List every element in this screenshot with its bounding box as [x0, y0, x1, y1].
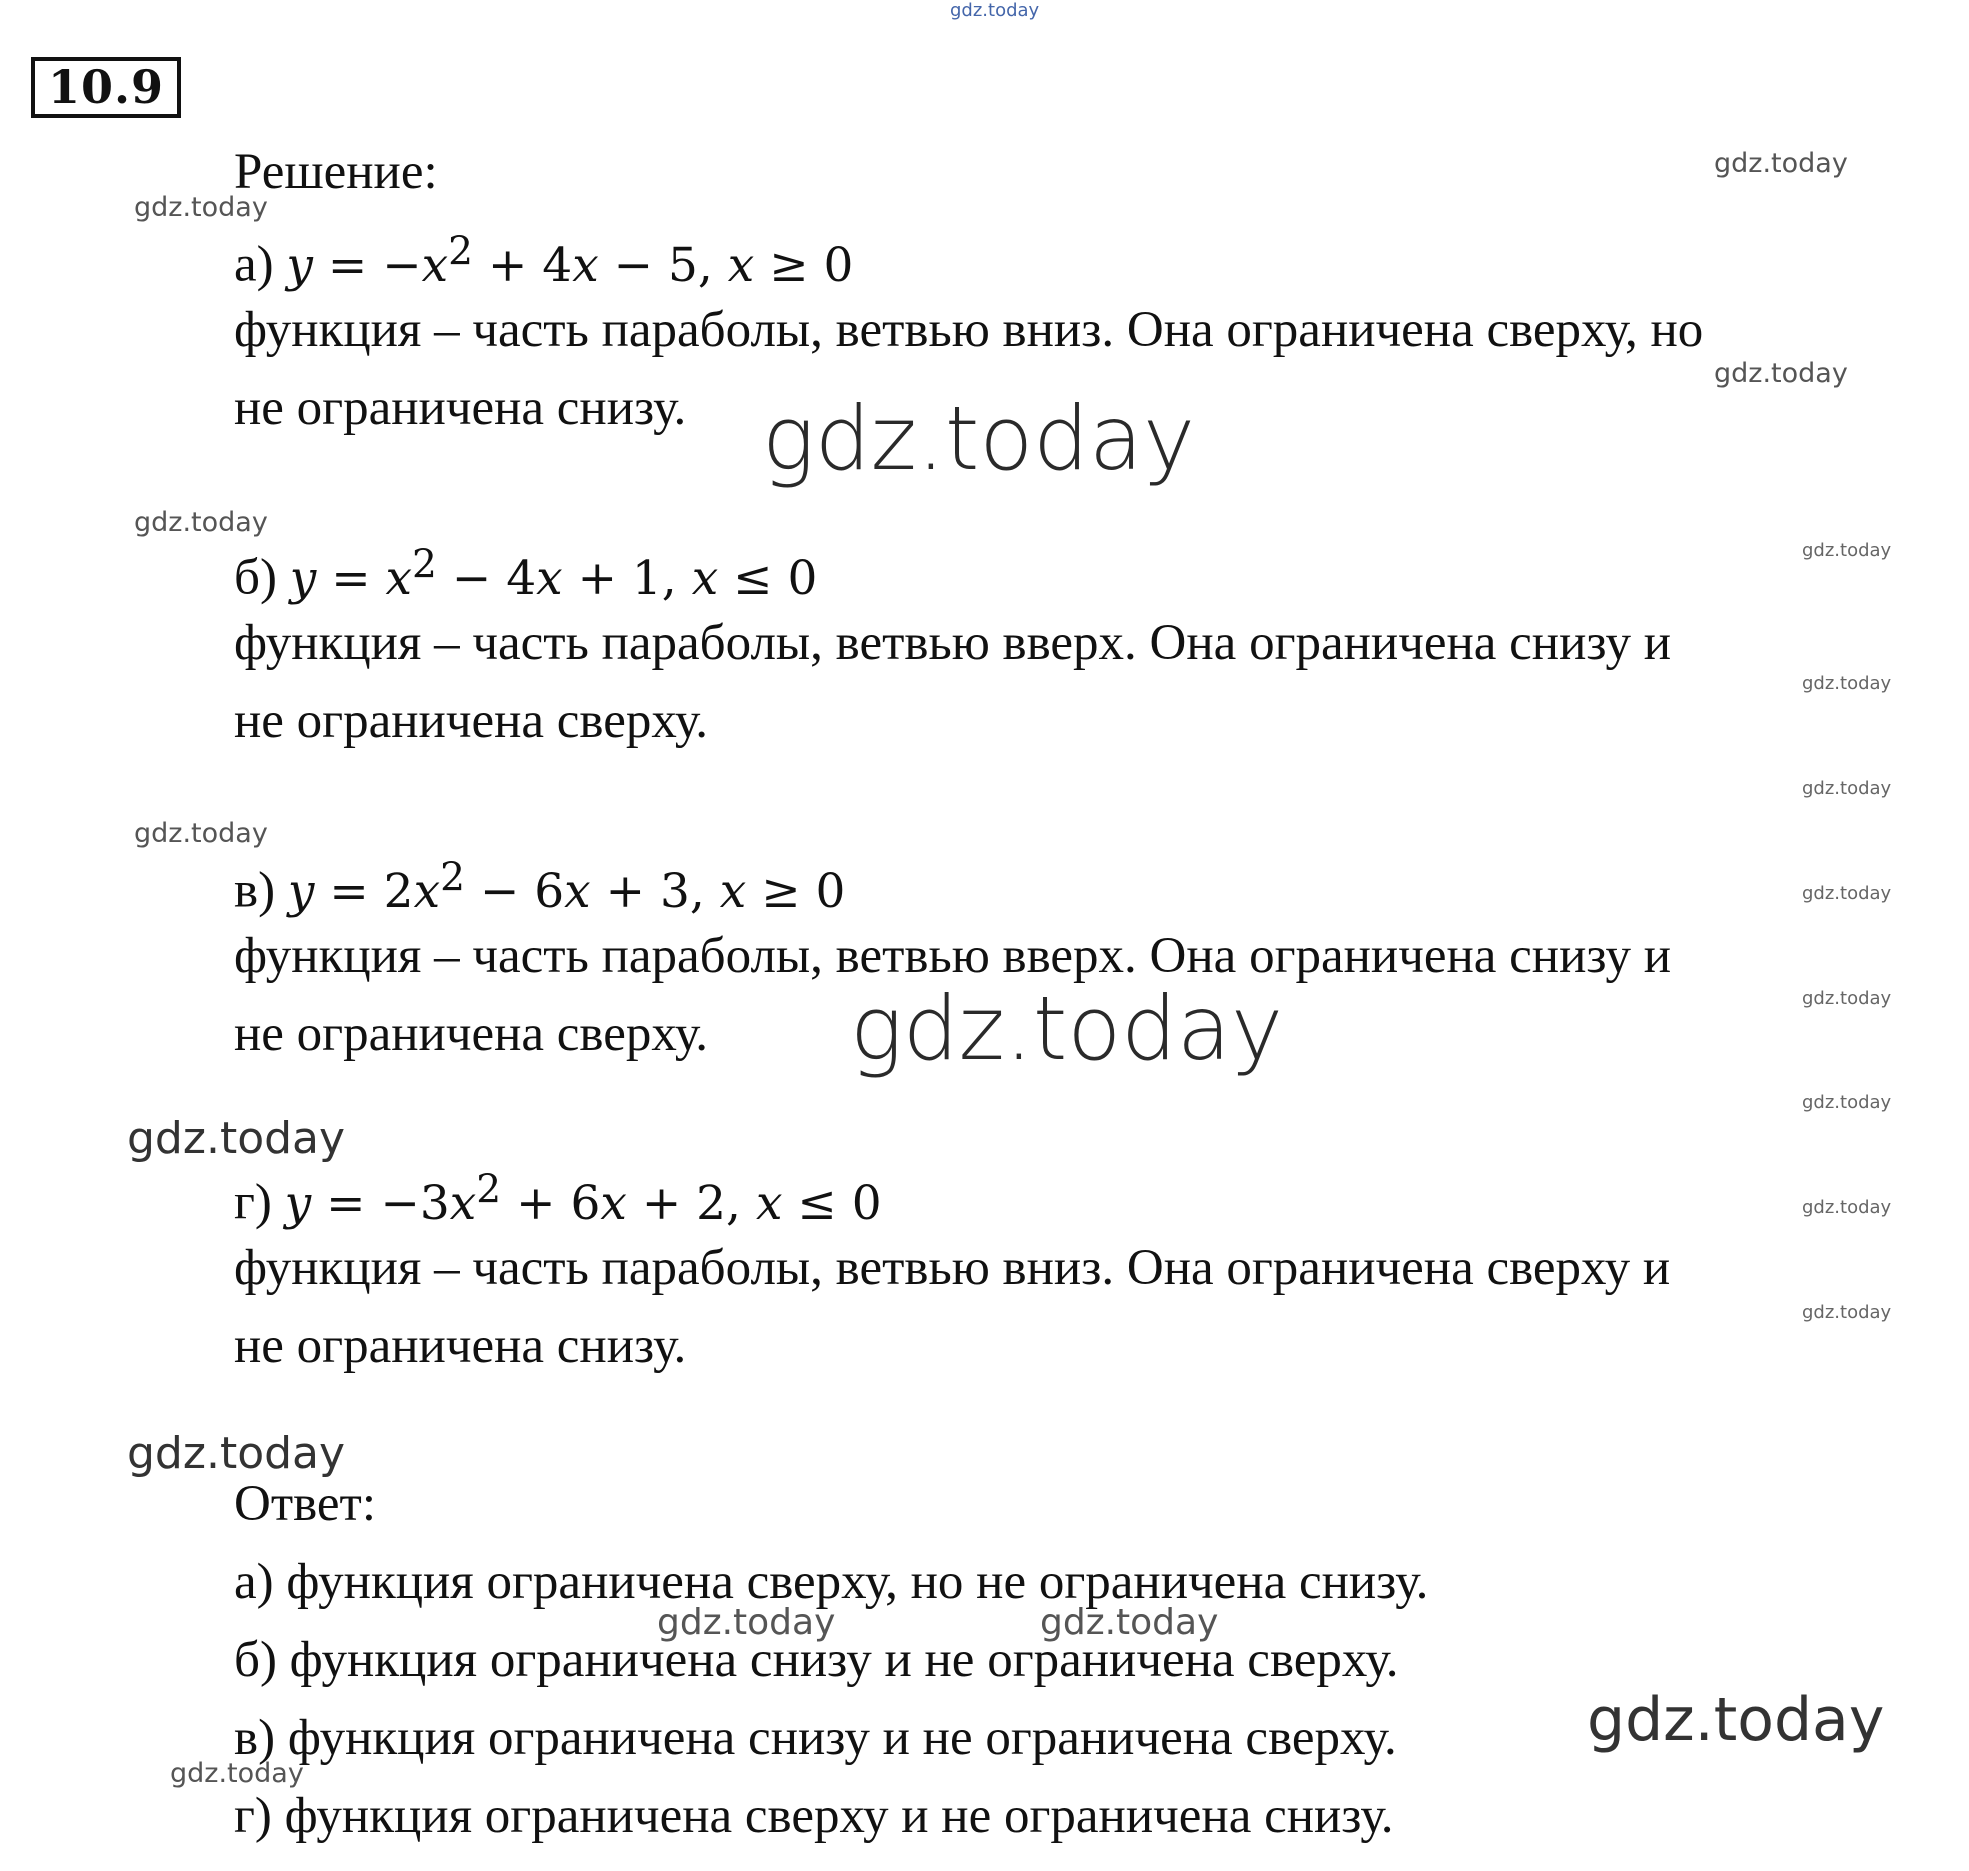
part-b-line1: функция – часть параболы, ветвью вверх. Она ограничена снизу и — [234, 615, 1672, 671]
watermark-text: gdz.today — [950, 0, 1040, 21]
watermark-text: gdz.today — [657, 1602, 836, 1643]
answer-d: г) функция ограничена сверху и не ограничена снизу. — [234, 1788, 1394, 1844]
part-d-label: г) — [234, 1174, 272, 1231]
watermark-text: gdz.today — [1714, 148, 1848, 179]
answer-c: в) функция ограничена снизу и не ограничена сверху. — [234, 1710, 1397, 1766]
answer-b: б) функция ограничена снизу и не ограничена сверху. — [234, 1632, 1399, 1688]
part-c-equation: $y = 2x^2 - 6x + 3$, x ≥ 0 — [287, 855, 846, 919]
part-a-formula — [234, 222, 853, 296]
watermark-text: gdz.today — [170, 1758, 304, 1789]
watermark-text: gdz.today — [1040, 1602, 1219, 1643]
watermark-text: gdz.today — [1802, 1092, 1892, 1113]
part-a-line1: функция – часть параболы, ветвью вниз. Она ограничена сверху, но — [234, 302, 1704, 358]
problem-number: 10.9 — [31, 57, 181, 118]
watermark-text: gdz.today — [1802, 1197, 1892, 1218]
part-a-label: а) — [234, 236, 274, 293]
part-c-line2: не ограничена сверху. — [234, 1006, 709, 1062]
watermark-text: gdz.today — [1802, 1302, 1892, 1323]
answer-heading: Ответ: — [234, 1476, 376, 1532]
watermark-text: gdz.today — [134, 818, 268, 849]
part-d-equation: $y = -3x^2 + 6x + 2$, x ≤ 0 — [284, 1167, 882, 1231]
watermark-text: gdz.today — [1802, 778, 1892, 799]
watermark-text: gdz.today — [134, 507, 268, 538]
answer-a: а) функция ограничена сверху, но не ограничена снизу. — [234, 1554, 1429, 1610]
watermark-text: gdz.today — [127, 1428, 346, 1479]
part-b-equation: $y = x^2 - 4x + 1$, x ≤ 0 — [289, 542, 818, 606]
part-a-equation: $y = -x^2 + 4x - 5$, x ≥ 0 — [286, 229, 854, 293]
watermark-text: gdz.today — [134, 192, 268, 223]
part-a-line2: не ограничена снизу. — [234, 380, 687, 436]
watermark-text: gdz.today — [1802, 540, 1892, 561]
part-c-label: в) — [234, 862, 276, 919]
part-b-label: б) — [234, 549, 277, 606]
part-d-formula — [234, 1160, 882, 1234]
solution-heading: Решение: — [234, 144, 438, 200]
part-b-formula — [234, 535, 817, 609]
watermark-text: gdz.today — [1802, 988, 1892, 1009]
part-c-formula — [234, 848, 845, 922]
part-b-line2: не ограничена сверху. — [234, 693, 709, 749]
watermark-text: gdz.today — [1802, 673, 1892, 694]
part-d-line1: функция – часть параболы, ветвью вниз. Она ограничена сверху и — [234, 1240, 1671, 1296]
watermark-text: gdz.today — [1714, 358, 1848, 389]
watermark-text: gdz.today — [1802, 883, 1892, 904]
part-c-line1: функция – часть параболы, ветвью вверх. Она ограничена снизу и — [234, 928, 1672, 984]
watermark-text: gdz.today — [762, 387, 1196, 490]
watermark-text: gdz.today — [850, 977, 1284, 1080]
part-d-line2: не ограничена снизу. — [234, 1318, 687, 1374]
watermark-text: gdz.today — [1587, 1685, 1885, 1755]
watermark-text: gdz.today — [127, 1113, 346, 1164]
